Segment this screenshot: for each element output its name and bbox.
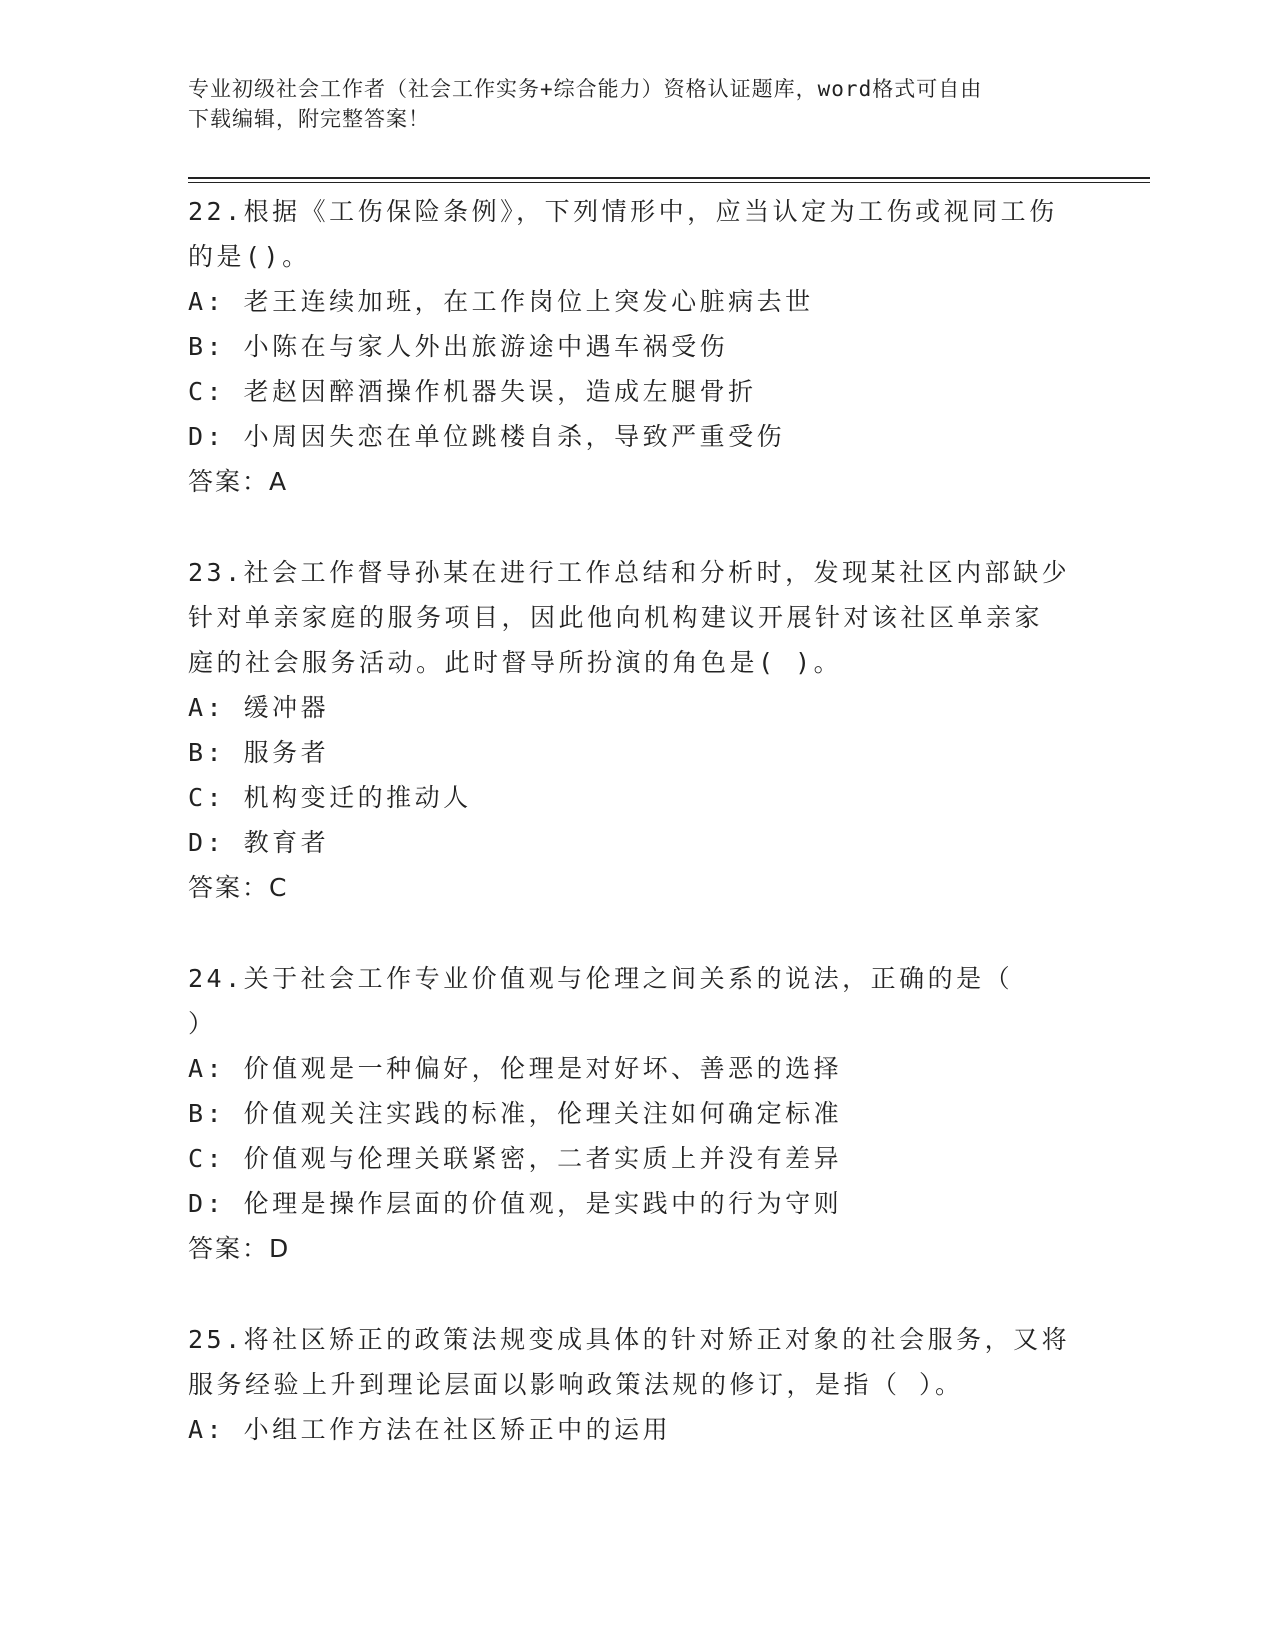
option-a: A: 价值观是一种偏好，伦理是对好坏、善恶的选择 — [188, 1054, 843, 1083]
header-line-2: 下载编辑，附完整答案！ — [188, 107, 430, 131]
header-divider-thick — [188, 177, 1150, 179]
option-d: D: 小周因失恋在单位跳楼自杀，导致严重受伤 — [188, 422, 786, 451]
question-stem-line: ） — [188, 1009, 217, 1038]
option-a: A: 缓冲器 — [188, 693, 330, 722]
question-stem-line: 的是()。 — [188, 242, 311, 271]
option-b: B: 服务者 — [188, 738, 330, 767]
document-header — [188, 74, 1088, 134]
option-b: B: 价值观关注实践的标准，伦理关注如何确定标准 — [188, 1099, 843, 1128]
question-23 — [188, 550, 1088, 910]
question-stem-line: 庭的社会服务活动。此时督导所扮演的角色是( )。 — [188, 648, 843, 677]
option-c: C: 价值观与伦理关联紧密，二者实质上并没有差异 — [188, 1144, 843, 1173]
question-stem-line: 23.社会工作督导孙某在进行工作总结和分析时，发现某社区内部缺少 — [188, 558, 1071, 587]
question-22 — [188, 189, 1088, 504]
option-b: B: 小陈在与家人外出旅游途中遇车祸受伤 — [188, 332, 729, 361]
question-stem-line: 针对单亲家庭的服务项目，因此他向机构建议开展针对该社区单亲家 — [188, 603, 1044, 632]
question-stem-line: 22.根据《工伤保险条例》，下列情形中，应当认定为工伤或视同工伤 — [188, 197, 1058, 226]
question-spacer — [188, 504, 1088, 550]
option-a: A: 小组工作方法在社区矫正中的运用 — [188, 1415, 672, 1444]
question-24 — [188, 956, 1088, 1271]
option-a: A: 老王连续加班，在工作岗位上突发心脏病去世 — [188, 287, 814, 316]
question-25 — [188, 1317, 1088, 1452]
header-divider-thin — [188, 182, 1150, 183]
answer-line: 答案：C — [188, 873, 289, 902]
header-line-1: 专业初级社会工作者（社会工作实务+综合能力）资格认证题库，word格式可自由 — [188, 77, 983, 101]
option-d: D: 教育者 — [188, 828, 330, 857]
answer-line: 答案：D — [188, 1234, 291, 1263]
option-c: C: 老赵因醉酒操作机器失误，造成左腿骨折 — [188, 377, 757, 406]
question-stem-line: 25.将社区矫正的政策法规变成具体的针对矫正对象的社会服务，又将 — [188, 1325, 1071, 1354]
question-list — [188, 189, 1088, 1452]
question-spacer — [188, 910, 1088, 956]
option-d: D: 伦理是操作层面的价值观，是实践中的行为守则 — [188, 1189, 843, 1218]
question-spacer — [188, 1271, 1088, 1317]
question-stem-line: 24.关于社会工作专业价值观与伦理之间关系的说法，正确的是（ — [188, 964, 1014, 993]
option-c: C: 机构变迁的推动人 — [188, 783, 472, 812]
answer-line: 答案：A — [188, 467, 289, 496]
question-stem-line: 服务经验上升到理论层面以影响政策法规的修订，是指（ ）。 — [188, 1370, 964, 1399]
